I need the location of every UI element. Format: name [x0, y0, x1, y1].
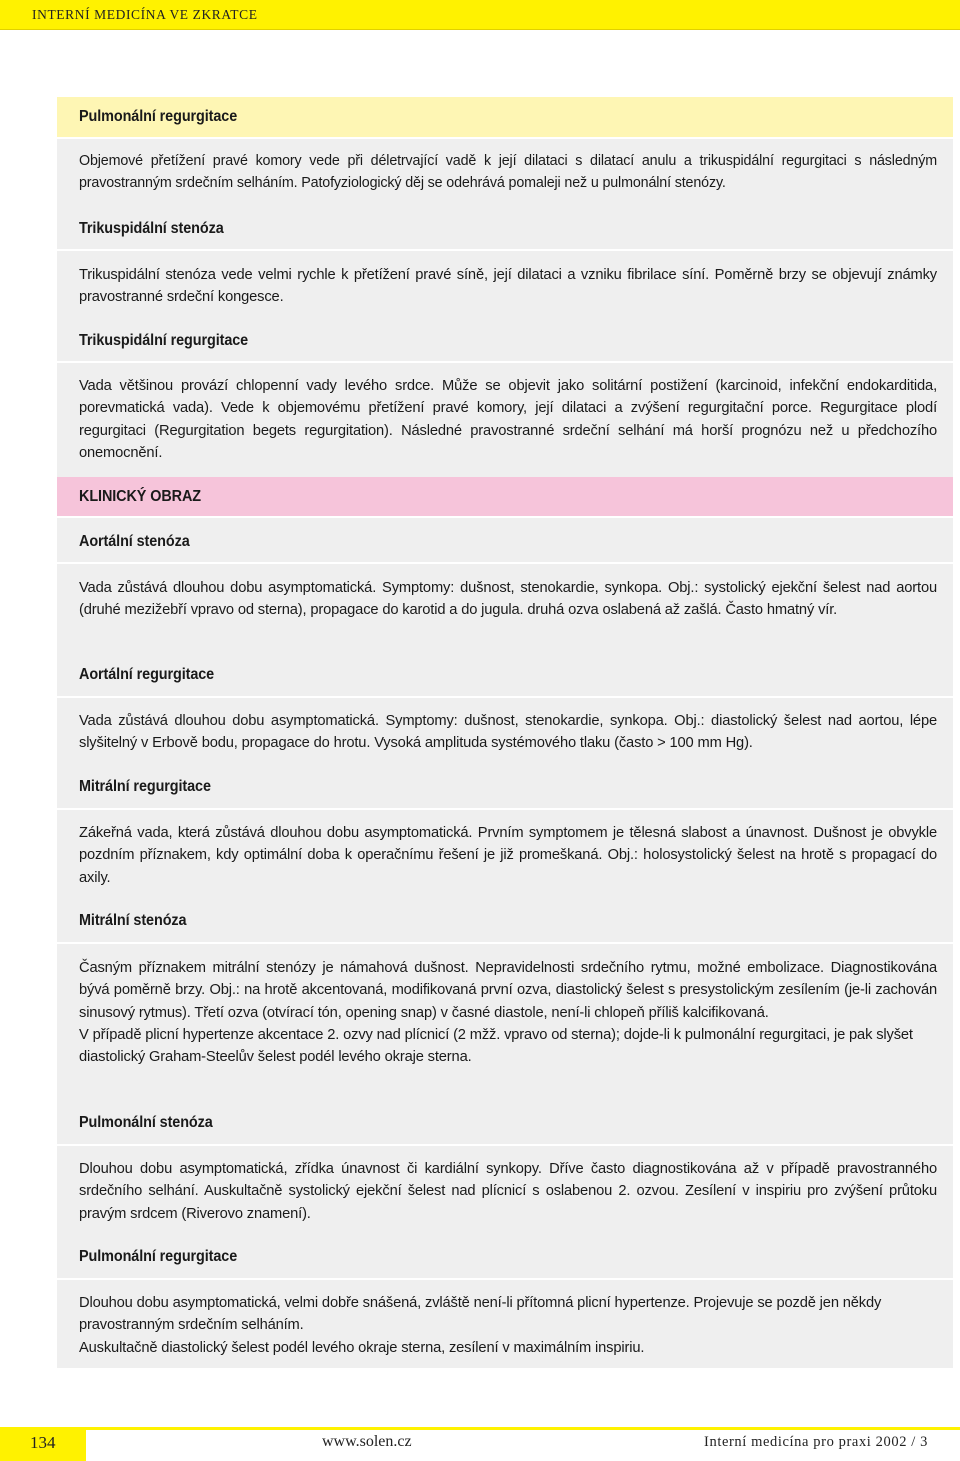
section-body — [57, 251, 953, 321]
section-heading-bar — [57, 1236, 953, 1280]
section-heading: Mitrální stenóza — [79, 912, 187, 929]
section-paragraph: V případě plicní hypertenze akcentace 2. ozvy nad plícnicí (2 mžž. vpravo od sterna); dojde-li k pulmonální regurgitaci, je pak slyšet diastolický Graham-Steelův šelest podél levého okraje sterna. — [79, 1026, 913, 1066]
section-heading-bar — [57, 520, 953, 564]
section-body — [57, 139, 953, 209]
running-header — [0, 0, 960, 30]
footer-url-link[interactable]: www.solen.cz — [322, 1433, 412, 1450]
journal-citation: Interní medicína pro praxi 2002 / 3 — [704, 1434, 928, 1450]
section-heading: Aortální regurgitace — [79, 666, 215, 683]
section-paragraph: Dlouhou dobu asymptomatická, zřídka únavnost či kardiální synkopy. Dříve často diagnostikována až v případě pravostranného srdečního selhání. Auskultačně systolický ejekční šelest nad plícnicí s oslabenou 2. ozvou. Zesílení v inspiriu pro zvýšení průtoku pravým srdcem (Riverovo znamení). — [79, 1161, 937, 1222]
section-body — [57, 1280, 953, 1368]
section-text — [79, 957, 937, 1068]
section-paragraph: Vada zůstává dlouhou dobu asymptomatická. Symptomy: dušnost, stenokardie, synkopa. Obj.: systolický ejekční šelest nad aortou (druhé mezižebří vpravo od sterna), propagace do karotid a do jugula. druhá ozva oslabená až zašlá. Často hmatný vír. — [79, 580, 937, 619]
section-heading: Pulmonální regurgitace — [79, 108, 238, 125]
section-heading-bar — [57, 766, 953, 810]
section-body — [57, 698, 953, 766]
footer-rule — [0, 1427, 960, 1430]
section-heading-bar — [57, 654, 953, 698]
section-heading: Mitrální regurgitace — [79, 778, 211, 795]
section-body — [57, 564, 953, 654]
section-heading: Pulmonální stenóza — [79, 1114, 213, 1131]
section-heading: Aortální stenóza — [79, 533, 190, 550]
section-body — [57, 1146, 953, 1236]
section-heading: Pulmonální regurgitace — [79, 1248, 238, 1265]
section-heading-bar — [57, 209, 953, 251]
section-body — [57, 944, 953, 1102]
chapter-heading-bar — [57, 477, 953, 518]
page-number: 134 — [30, 1433, 56, 1452]
section-paragraph: Zákeřná vada, která zůstává dlouhou dobu asymptomatická. Prvním symptomem je tělesná slabost a únavnost. Dušnost je obvykle pozdním příznakem, kdy optimální doba k operačnímu řešení je již promeškaná. Obj.: holosystolický šelest na hrotě s propagací do axily. — [79, 825, 937, 886]
section-paragraph: Dlouhou dobu asymptomatická, velmi dobře snášená, zvláště není-li přítomná plicní hypertenze. Projevuje se pozdě jen někdy pravostranným srdečním selháním. — [79, 1295, 882, 1334]
section-paragraph: Časným příznakem mitrální stenózy je námahová dušnost. Nepravidelnosti srdečního rytmu, možné embolizace. Diagnostikována bývá poměrně brzy. Obj.: na hrotě akcentovaná, modifikovaná první ozva, diastolický šelest s presystolickým zesílením (je-li zachován sinusový rytmus). Třetí ozva (otvírací tón, opening snap) v časné diastole, není-li chlopeň příliš kalcifikovaná. — [79, 960, 937, 1021]
section-body — [57, 810, 953, 900]
running-title: INTERNÍ MEDICÍNA VE ZKRATCE — [32, 7, 258, 22]
section-body — [57, 363, 953, 478]
section-heading: Trikuspidální regurgitace — [79, 332, 249, 349]
chapter-heading: KLINICKÝ OBRAZ — [79, 488, 202, 505]
section-paragraph: Trikuspidální stenóza vede velmi rychle k přetížení pravé síně, její dilataci a vzniku fibrilace síní. Poměrně brzy se objevují známky pravostranné srdeční kongesce. — [79, 267, 937, 306]
section-heading-bar — [57, 900, 953, 944]
section-paragraph: Objemové přetížení pravé komory vede při déletrvající vadě k její dilataci s dilatací anulu a trikuspidální regurgitaci s následným pravostranným srdečním selháním. Patofyziologický děj se odehrává pomaleji než u pulmonální stenózy. — [79, 153, 937, 192]
section-paragraph: Vada většinou provází chlopenní vady levého srdce. Může se objevit jako solitární postižení (karcinoid, infekční endokarditida, porevmatická vada). Vede k objemovému přetížení pravé komory, její dilataci a zvýšení regurgitační porce. Regurgitace plodí regurgitaci (Regurgitation begets regurgitation). Následné pravostranné srdeční selhání má horší prognózu než u předchozího onemocnění. — [79, 378, 937, 461]
section-text — [79, 1292, 937, 1359]
section-heading: Trikuspidální stenóza — [79, 220, 224, 237]
page-number-tab — [0, 1430, 86, 1461]
section-paragraph: Vada zůstává dlouhou dobu asymptomatická. Symptomy: dušnost, stenokardie, synkopa. Obj.: diastolický šelest nad aortou, lépe slyšitelný v Erbově bodu, propagace do hrotu. Vysoká amplituda systémového tlaku (často > 100 mm Hg). — [79, 713, 937, 752]
section-paragraph: Auskultačně diastolický šelest podél levého okraje sterna, zesílení v maximálním inspiriu. — [79, 1339, 645, 1356]
section-heading-bar — [57, 97, 953, 139]
section-heading-bar — [57, 321, 953, 363]
section-heading-bar — [57, 1102, 953, 1146]
